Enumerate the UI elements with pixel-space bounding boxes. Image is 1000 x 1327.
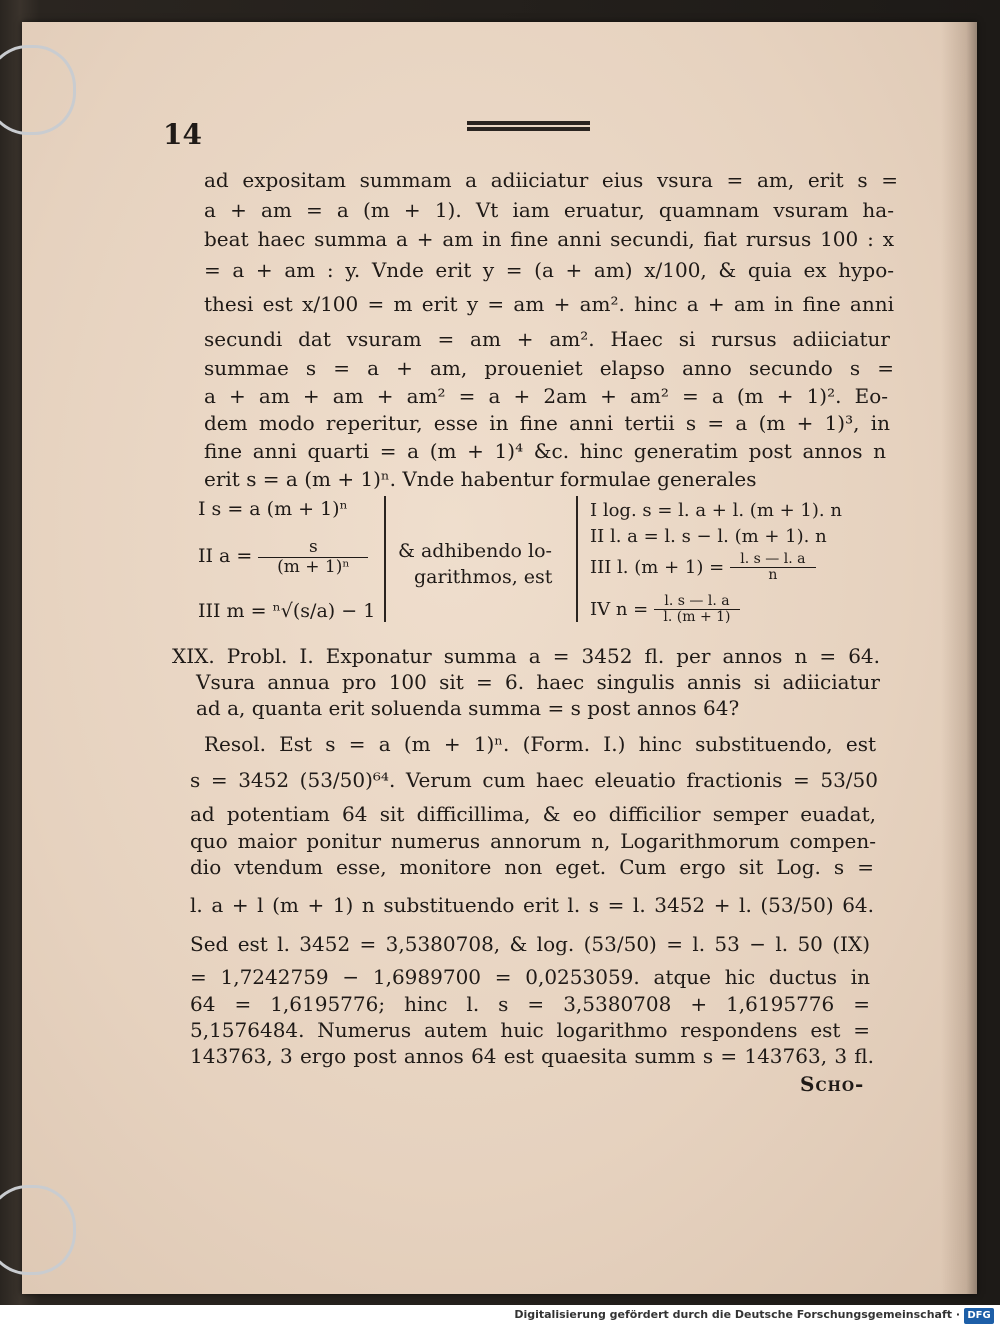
formula-middle-2: garithmos, est [414, 566, 553, 588]
formula-right-3-fraction [730, 552, 816, 584]
fraction-numerator: l. s — l. a [730, 552, 816, 568]
formula-divider-right [576, 496, 578, 622]
paper-clip-bottom [0, 1185, 76, 1275]
problem-line: Vsura annua pro 100 sit = 6. haec singulis annis si adiiciatur [196, 670, 880, 694]
resolution-line: s = 3452 (53/50)⁶⁴. Verum cum haec eleuatio fractionis = 53/50 [190, 768, 878, 792]
formula-left-3: III m = ⁿ√(s/a) − 1 [198, 600, 376, 622]
text-line: dem modo reperitur, esse in fine anni tertii s = a (m + 1)³, in [204, 411, 890, 435]
resolution-line: 64 = 1,6195776; hinc l. s = 3,5380708 + 1,6195776 = [190, 992, 870, 1016]
problem-line: XIX. Probl. I. Exponatur summa a = 3452 fl. per annos n = 64. [172, 644, 880, 668]
header-ornament-rule [467, 121, 590, 131]
formula-right-1: I log. s = l. a + l. (m + 1). n [590, 500, 842, 521]
formula-left-2-label: II a = [198, 545, 253, 568]
catchword: Scho- [800, 1072, 865, 1096]
resolution-line: ad potentiam 64 sit difficillima, & eo difficilior semper euadat, [190, 802, 876, 826]
formula-right-2: II l. a = l. s − l. (m + 1). n [590, 526, 827, 547]
problem-line: ad a, quanta erit soluenda summa = s post annos 64? [196, 696, 740, 720]
formula-right-4-fraction [654, 594, 740, 626]
formula-left-2 [198, 538, 368, 576]
text-line: secundi dat vsuram = am + am². Haec si rursus adiiciatur [204, 327, 890, 351]
text-line: erit s = a (m + 1)ⁿ. Vnde habentur formulae generales [204, 467, 757, 491]
resolution-line: dio vtendum esse, monitore non eget. Cum ergo sit Log. s = [190, 855, 874, 879]
formula-right-3-label: III l. (m + 1) = [590, 556, 725, 578]
resolution-line: Resol. Est s = a (m + 1)ⁿ. (Form. I.) hinc substituendo, est [204, 732, 876, 756]
formula-right-4 [590, 594, 740, 626]
fraction-numerator: s [258, 538, 368, 558]
formula-left-2-fraction [258, 538, 368, 576]
funding-credit: Digitalisierung gefördert durch die Deutsche Forschungsgemeinschaft · [514, 1308, 960, 1321]
formula-table [198, 496, 898, 636]
formula-left-1: I s = a (m + 1)ⁿ [198, 498, 348, 520]
fraction-numerator: l. s — l. a [654, 594, 740, 610]
footer-bar [0, 1305, 1000, 1327]
text-line: = a + am : y. Vnde erit y = (a + am) x/100, & quia ex hypo- [204, 258, 894, 282]
fraction-denominator: (m + 1)ⁿ [277, 556, 350, 577]
text-line: thesi est x/100 = m erit y = am + am². hinc a + am in fine anni [204, 292, 894, 316]
text-line: summae s = a + am, proueniet elapso anno secundo s = [204, 356, 894, 380]
resolution-line: Sed est l. 3452 = 3,5380708, & log. (53/50) = l. 53 − l. 50 (IX) [190, 932, 870, 956]
resolution-line: l. a + l (m + 1) n substituendo erit l. s = l. 3452 + l. (53/50) 64. [190, 893, 874, 917]
page-number: 14 [163, 118, 202, 151]
text-line: beat haec summa a + am in fine anni secundi, fiat rursus 100 : x [204, 227, 894, 251]
page-edge-shadow [941, 22, 977, 1294]
formula-divider-left [384, 496, 386, 622]
formula-middle-1: & adhibendo lo- [398, 540, 552, 562]
resolution-line: 5,1576484. Numerus autem huic logarithmo respondens est = [190, 1018, 870, 1042]
paper-clip-top [0, 45, 76, 135]
text-line: a + am + am + am² = a + 2am + am² = a (m + 1)². Eo- [204, 384, 888, 408]
formula-right-4-label: IV n = [590, 598, 649, 620]
formula-right-3 [590, 552, 816, 584]
fraction-denominator: n [768, 567, 778, 584]
text-line: ad expositam summam a adiiciatur eius vsura = am, erit s = [204, 168, 898, 192]
resolution-line: = 1,7242759 − 1,6989700 = 0,0253059. atque hic ductus in [190, 965, 870, 989]
fraction-denominator: l. (m + 1) [663, 609, 731, 626]
dfg-logo: DFG [964, 1308, 994, 1324]
text-line: a + am = a (m + 1). Vt iam eruatur, quamnam vsuram ha- [204, 198, 894, 222]
resolution-line: quo maior ponitur numerus annorum n, Logarithmorum compen- [190, 829, 876, 853]
resolution-line: 143763, 3 ergo post annos 64 est quaesita summ s = 143763, 3 fl. [190, 1044, 874, 1068]
text-line: fine anni quarti = a (m + 1)⁴ &c. hinc generatim post annos n [204, 439, 886, 463]
